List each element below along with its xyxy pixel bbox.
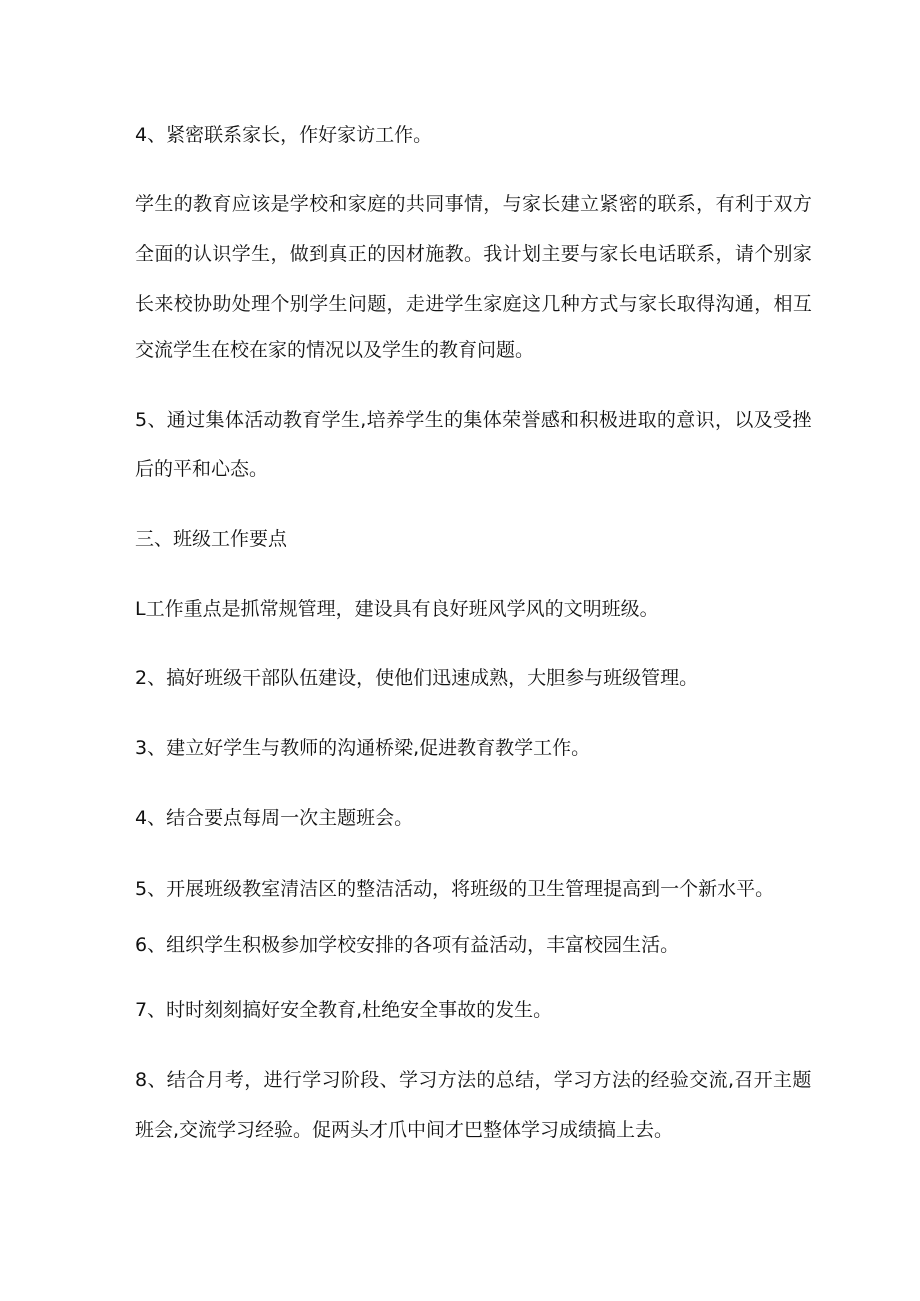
list-item-2: 2、搞好班级干部队伍建设，使他们迅速成熟，大胆参与班级管理。 [135, 667, 699, 689]
paragraph-4-body-line-4: 交流学生在校在家的情况以及学生的教育问题。 [135, 339, 535, 361]
list-item-8-line-2: 班会,交流学习经验。促两头才爪中间才巴整体学习成绩搞上去。 [135, 1119, 674, 1141]
list-item-5: 5、开展班级教室清洁区的整洁活动，将班级的卫生管理提高到一个新水平。 [135, 878, 775, 900]
paragraph-4-body-line-2: 全面的认识学生，做到真正的因材施教。我计划主要与家长电话联系，请个别家 [135, 243, 813, 265]
list-item-8-line-1: 8、结合月考，进行学习阶段、学习方法的总结，学习方法的经验交流,召开主题 [135, 1069, 812, 1091]
section-heading: 三、班级工作要点 [135, 528, 288, 550]
paragraph-4-body-line-1: 学生的教育应该是学校和家庭的共同事情，与家长建立紧密的联系，有利于双方 [135, 193, 813, 215]
paragraph-4-heading: 4、紧密联系家长，作好家访工作。 [135, 124, 433, 146]
list-item-1: L工作重点是抓常规管理，建设具有良好班风学风的文明班级。 [135, 598, 659, 620]
list-item-3: 3、建立好学生与教师的沟通桥梁,促进教育教学工作。 [135, 737, 591, 759]
list-item-7: 7、时时刻刻搞好安全教育,杜绝安全事故的发生。 [135, 999, 553, 1021]
paragraph-5-line-1: 5、通过集体活动教育学生,培养学生的集体荣誉感和积极进取的意识，以及受挫 [135, 409, 812, 431]
paragraph-5-line-2: 后的平和心态。 [135, 458, 269, 480]
list-item-6: 6、组织学生积极参加学校安排的各项有益活动，丰富校园生活。 [135, 934, 680, 956]
list-item-4: 4、结合要点每周一次主题班会。 [135, 807, 414, 829]
paragraph-4-body-line-3: 长来校协助处理个别学生问题，走进学生家庭这几种方式与家长取得沟通，相互 [135, 293, 813, 315]
